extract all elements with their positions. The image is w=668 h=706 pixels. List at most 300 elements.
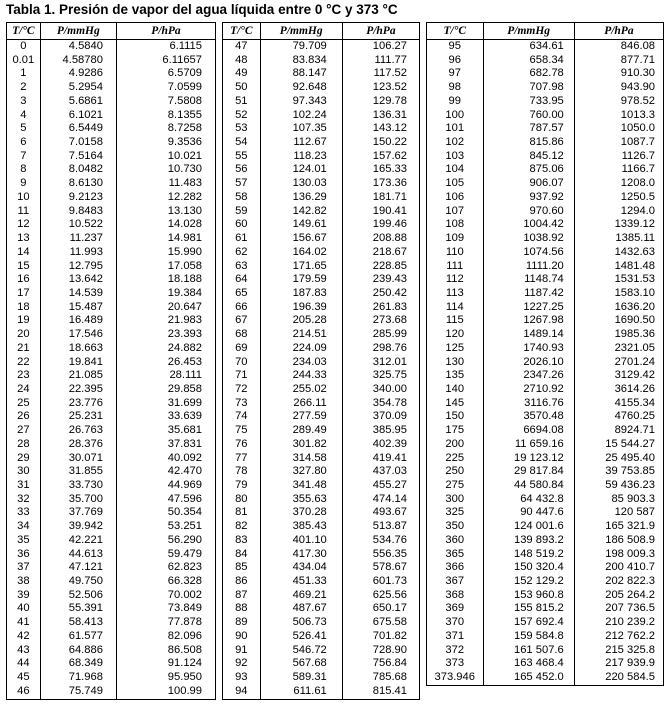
cell-pressure-hpa: 3129.42	[614, 369, 656, 382]
cell-temperature: 4	[20, 108, 27, 121]
cell-temperature: 55	[235, 149, 248, 162]
cell-temperature: 80	[235, 492, 248, 505]
cell-temperature: 225	[445, 451, 465, 464]
cell-pressure-hpa: 50.354	[167, 506, 202, 519]
cell-temperature: 114	[445, 300, 464, 313]
cell-temperature: 20	[17, 328, 30, 341]
cell-pressure-mmhg: 611.61	[293, 684, 327, 697]
cell-pressure-hpa: 215 325.8	[605, 643, 656, 656]
cell-pressure-mmhg: 71.968	[68, 671, 103, 684]
cell-pressure-mmhg: 733.95	[529, 94, 564, 107]
cell-pressure-hpa: 70.002	[167, 588, 202, 601]
table-header-row	[427, 23, 663, 40]
cell-pressure-mmhg: 17.546	[68, 328, 103, 341]
column-header-temperature: T/°C	[12, 25, 35, 37]
cell-pressure-hpa: 2701.24	[614, 355, 656, 368]
cell-temperature: 85	[235, 561, 248, 574]
cell-pressure-mmhg: 6.5449	[68, 122, 103, 135]
column-pressure-hpa	[574, 40, 663, 685]
cell-pressure-hpa: 220 584.5	[605, 671, 656, 684]
cell-pressure-mmhg: 29 817.84	[513, 465, 564, 478]
cell-temperature: 30	[17, 465, 30, 478]
cell-temperature: 3	[20, 94, 27, 107]
cell-pressure-mmhg: 19.841	[68, 355, 103, 368]
cell-temperature: 40	[17, 602, 30, 615]
cell-pressure-mmhg: 47.121	[68, 561, 103, 574]
cell-pressure-mmhg: 107.35	[292, 122, 327, 135]
cell-pressure-mmhg: 161 507.6	[513, 643, 564, 656]
cell-temperature: 66	[235, 300, 248, 313]
cell-temperature: 16	[17, 273, 30, 286]
cell-pressure-mmhg: 6694.08	[523, 424, 564, 437]
cell-temperature: 65	[235, 286, 248, 299]
cell-temperature: 49	[235, 67, 248, 80]
column-header-pressure-mmhg: P/mmHg	[260, 23, 342, 39]
cell-pressure-mmhg: 5.2954	[68, 81, 103, 94]
cell-pressure-hpa: 198 009.3	[605, 547, 656, 560]
cell-pressure-hpa: 601.73	[372, 575, 407, 588]
cell-temperature: 53	[235, 122, 248, 135]
cell-pressure-hpa: 123.52	[372, 81, 407, 94]
cell-pressure-hpa: 157.62	[372, 149, 407, 162]
cell-pressure-hpa: 20.647	[167, 300, 202, 313]
cell-pressure-hpa: 4155.34	[614, 396, 656, 409]
cell-pressure-hpa: 1050.0	[620, 122, 656, 135]
cell-temperature: 106	[445, 190, 465, 203]
cell-temperature: 0.01	[12, 53, 35, 66]
cell-temperature: 11	[17, 204, 30, 217]
cell-pressure-mmhg: 11.993	[69, 245, 103, 258]
cell-pressure-mmhg: 163 468.4	[513, 657, 564, 670]
cell-pressure-mmhg: 289.49	[292, 424, 327, 437]
cell-pressure-hpa: 14.981	[167, 232, 202, 245]
cell-pressure-hpa: 15.990	[167, 245, 202, 258]
cell-pressure-hpa: 14.028	[167, 218, 202, 231]
cell-pressure-mmhg: 434.04	[292, 561, 327, 574]
cell-temperature: 39	[17, 588, 30, 601]
cell-temperature: 47	[235, 40, 248, 52]
column-header-pressure-hpa: P/hPa	[574, 23, 663, 39]
cell-pressure-hpa: 19.384	[167, 286, 202, 299]
cell-temperature: 365	[445, 547, 465, 560]
column-header-pressure-mmhg: P/mmHg	[483, 23, 574, 39]
cell-temperature: 37	[17, 561, 30, 574]
cell-pressure-hpa: 943.90	[620, 81, 656, 94]
cell-pressure-mmhg: 83.834	[292, 53, 327, 66]
cell-temperature: 1	[20, 67, 27, 80]
cell-pressure-hpa: 273.68	[372, 314, 407, 327]
cell-pressure-mmhg: 21.085	[68, 369, 103, 382]
cell-temperature: 77	[235, 451, 248, 464]
cell-pressure-mmhg: 10.522	[68, 218, 103, 231]
cell-pressure-mmhg: 12.795	[68, 259, 103, 272]
cell-temperature: 97	[448, 67, 461, 80]
cell-temperature: 87	[235, 588, 248, 601]
cell-pressure-hpa: 385.95	[372, 424, 407, 437]
cell-temperature: 57	[235, 177, 248, 190]
cell-temperature: 115	[445, 314, 464, 327]
cell-pressure-mmhg: 1111.20	[525, 259, 564, 272]
cell-pressure-hpa: 165 321.9	[605, 520, 656, 533]
cell-pressure-hpa: 218.67	[372, 245, 407, 258]
cell-pressure-hpa: 120 587	[614, 506, 656, 519]
cell-pressure-hpa: 73.849	[167, 602, 202, 615]
cell-temperature: 140	[445, 382, 465, 395]
cell-pressure-mmhg: 634.61	[529, 40, 564, 52]
cell-temperature: 6	[20, 136, 27, 149]
cell-temperature: 54	[235, 136, 248, 149]
cell-pressure-mmhg: 88.147	[292, 67, 327, 80]
cell-pressure-hpa: 6.1115	[169, 40, 202, 52]
cell-temperature: 370	[445, 616, 465, 629]
cell-pressure-hpa: 2321.05	[614, 341, 656, 354]
cell-temperature: 14	[17, 245, 30, 258]
cell-pressure-hpa: 56.290	[167, 533, 202, 546]
cell-pressure-hpa: 578.67	[372, 561, 407, 574]
cell-temperature: 175	[445, 424, 465, 437]
column-temperature	[7, 40, 40, 699]
cell-pressure-mmhg: 79.709	[292, 40, 327, 52]
cell-temperature: 81	[235, 506, 248, 519]
cell-temperature: 150	[445, 410, 465, 423]
cell-pressure-mmhg: 451.33	[292, 575, 327, 588]
cell-pressure-hpa: 37.831	[167, 437, 202, 450]
cell-temperature: 28	[17, 437, 30, 450]
cell-temperature: 27	[17, 424, 30, 437]
cell-temperature: 125	[445, 341, 465, 354]
cell-temperature: 91	[235, 643, 248, 656]
cell-pressure-hpa: 9.3536	[167, 136, 202, 149]
cell-pressure-hpa: 1531.53	[614, 273, 656, 286]
cell-pressure-mmhg: 159 584.8	[513, 629, 564, 642]
cell-pressure-mmhg: 906.07	[529, 177, 564, 190]
cell-pressure-mmhg: 139 893.2	[513, 533, 564, 546]
cell-temperature: 74	[235, 410, 248, 423]
cell-pressure-mmhg: 341.48	[292, 479, 327, 491]
cell-pressure-mmhg: 13.642	[68, 273, 103, 286]
cell-temperature: 373.946	[434, 671, 475, 684]
cell-pressure-hpa: 25 495.40	[605, 451, 656, 464]
cell-pressure-mmhg: 401.10	[292, 533, 327, 546]
cell-temperature: 69	[235, 341, 248, 354]
cell-temperature: 35	[17, 533, 30, 546]
cell-temperature: 110	[445, 245, 464, 258]
cell-pressure-hpa: 62.823	[167, 561, 202, 574]
cell-temperature: 56	[235, 163, 248, 176]
cell-pressure-mmhg: 64 432.8	[520, 492, 564, 505]
cell-pressure-hpa: 1985.36	[614, 328, 656, 341]
cell-temperature: 145	[445, 396, 465, 409]
cell-temperature: 32	[17, 492, 30, 505]
cell-temperature: 8	[20, 163, 27, 176]
cell-pressure-mmhg: 385.43	[292, 520, 327, 533]
cell-pressure-mmhg: 355.63	[292, 492, 327, 505]
cell-pressure-mmhg: 1227.25	[523, 300, 564, 313]
cell-temperature: 34	[17, 520, 30, 533]
cell-pressure-mmhg: 179.59	[292, 273, 327, 286]
cell-pressure-mmhg: 152 129.2	[513, 575, 564, 588]
cell-pressure-hpa: 85 903.3	[611, 492, 656, 505]
cell-pressure-mmhg: 102.24	[292, 108, 327, 121]
cell-pressure-mmhg: 1740.93	[523, 341, 564, 354]
cell-pressure-mmhg: 64.886	[68, 643, 103, 656]
cell-temperature: 366	[445, 561, 465, 574]
column-temperature	[427, 40, 483, 685]
cell-pressure-mmhg: 8.6130	[68, 177, 103, 190]
cell-temperature: 86	[235, 575, 248, 588]
cell-pressure-mmhg: 4.5840	[68, 40, 103, 52]
cell-pressure-hpa: 556.35	[372, 547, 407, 560]
cell-pressure-mmhg: 234.03	[292, 355, 327, 368]
cell-pressure-mmhg: 205.28	[292, 314, 327, 327]
cell-pressure-hpa: 33.639	[167, 410, 202, 423]
cell-temperature: 100	[445, 108, 465, 121]
cell-pressure-mmhg: 44.613	[68, 547, 103, 560]
cell-pressure-mmhg: 44 580.84	[513, 479, 564, 491]
cell-pressure-hpa: 28.111	[169, 369, 202, 382]
cell-temperature: 111	[446, 259, 464, 272]
cell-temperature: 101	[445, 122, 465, 135]
cell-pressure-mmhg: 546.72	[292, 643, 327, 656]
cell-pressure-mmhg: 187.83	[292, 286, 327, 299]
cell-pressure-mmhg: 25.231	[68, 410, 103, 423]
cell-pressure-hpa: 208.88	[372, 232, 407, 245]
cell-temperature: 102	[445, 136, 465, 149]
cell-pressure-hpa: 212 762.2	[605, 629, 656, 642]
cell-pressure-mmhg: 6.1021	[68, 108, 103, 121]
cell-temperature: 78	[235, 465, 248, 478]
cell-pressure-mmhg: 55.391	[68, 602, 103, 615]
cell-temperature: 26	[17, 410, 30, 423]
cell-pressure-mmhg: 8.0482	[68, 163, 103, 176]
cell-pressure-hpa: 95.950	[167, 671, 202, 684]
cell-pressure-mmhg: 658.34	[529, 53, 564, 66]
cell-pressure-hpa: 1432.63	[614, 245, 656, 258]
cell-pressure-mmhg: 164.02	[292, 245, 327, 258]
cell-pressure-mmhg: 1038.92	[523, 232, 564, 245]
cell-temperature: 38	[17, 575, 30, 588]
cell-temperature: 369	[445, 602, 465, 615]
cell-temperature: 300	[445, 492, 465, 505]
cell-temperature: 83	[235, 533, 248, 546]
cell-pressure-mmhg: 224.09	[292, 341, 327, 354]
cell-pressure-hpa: 3614.26	[614, 382, 656, 395]
cell-pressure-hpa: 86.508	[167, 643, 202, 656]
cell-pressure-mmhg: 526.41	[292, 629, 327, 642]
table-title: Tabla 1. Presión de vapor del agua líquida entre 0 °C y 373 °C	[6, 2, 398, 17]
cell-pressure-mmhg: 937.92	[529, 190, 564, 203]
cell-pressure-mmhg: 52.506	[68, 588, 103, 601]
cell-pressure-hpa: 228.85	[372, 259, 407, 272]
cell-pressure-mmhg: 255.02	[292, 382, 327, 395]
cell-pressure-hpa: 40.092	[167, 451, 202, 464]
cell-pressure-hpa: 298.76	[372, 341, 407, 354]
cell-pressure-mmhg: 150 320.4	[513, 561, 564, 574]
cell-pressure-hpa: 728.90	[372, 643, 407, 656]
cell-pressure-mmhg: 1187.42	[524, 286, 564, 299]
cell-pressure-hpa: 1166.7	[621, 163, 656, 176]
column-header-pressure-hpa: P/hPa	[116, 23, 215, 39]
cell-pressure-mmhg: 156.67	[292, 232, 327, 245]
cell-temperature: 46	[17, 684, 30, 697]
cell-pressure-mmhg: 61.577	[68, 629, 103, 642]
cell-pressure-mmhg: 37.769	[68, 506, 103, 519]
cell-temperature: 107	[445, 204, 465, 217]
cell-pressure-hpa: 59.479	[167, 547, 202, 560]
cell-pressure-mmhg: 4.9286	[68, 67, 103, 80]
cell-pressure-hpa: 15 544.27	[605, 437, 656, 450]
cell-pressure-hpa: 455.27	[372, 479, 407, 491]
cell-temperature: 76	[235, 437, 248, 450]
cell-temperature: 62	[235, 245, 248, 258]
cell-pressure-hpa: 10.021	[167, 149, 202, 162]
cell-pressure-hpa: 59 436.23	[605, 479, 656, 491]
cell-temperature: 9	[20, 177, 27, 190]
cell-pressure-mmhg: 90 447.6	[520, 506, 564, 519]
cell-temperature: 200	[445, 437, 465, 450]
cell-temperature: 135	[445, 369, 465, 382]
cell-pressure-mmhg: 707.98	[529, 81, 564, 94]
cell-pressure-mmhg: 23.776	[68, 396, 103, 409]
cell-pressure-mmhg: 42.221	[68, 533, 103, 546]
cell-temperature: 113	[445, 286, 464, 299]
cell-pressure-mmhg: 1267.98	[523, 314, 564, 327]
cell-pressure-mmhg: 214.51	[292, 328, 327, 341]
cell-pressure-hpa: 26.453	[167, 355, 202, 368]
cell-temperature: 360	[445, 533, 465, 546]
column-header-pressure-hpa: P/hPa	[342, 23, 419, 39]
cell-temperature: 25	[17, 396, 30, 409]
cell-pressure-mmhg: 118.23	[293, 149, 327, 162]
cell-pressure-hpa: 21.983	[167, 314, 202, 327]
cell-temperature: 105	[445, 177, 465, 190]
vapor-pressure-table-2	[222, 22, 420, 700]
cell-temperature: 58	[235, 190, 248, 203]
cell-temperature: 15	[17, 259, 30, 272]
cell-temperature: 12	[17, 218, 30, 231]
cell-temperature: 99	[448, 94, 461, 107]
cell-pressure-hpa: 8.1355	[167, 108, 202, 121]
cell-pressure-mmhg: 153 960.8	[513, 588, 564, 601]
cell-temperature: 48	[235, 53, 248, 66]
cell-temperature: 19	[17, 314, 30, 327]
cell-temperature: 96	[448, 53, 461, 66]
cell-pressure-mmhg: 11 659.16	[514, 437, 564, 450]
column-pressure-mmhg	[260, 40, 342, 699]
cell-pressure-mmhg: 760.00	[529, 108, 564, 121]
cell-pressure-mmhg: 5.6861	[68, 94, 103, 107]
cell-pressure-hpa: 10.730	[167, 163, 202, 176]
cell-pressure-hpa: 7.5808	[167, 94, 202, 107]
cell-pressure-mmhg: 35.700	[68, 492, 103, 505]
cell-pressure-hpa: 42.470	[167, 465, 202, 478]
cell-pressure-hpa: 11.483	[168, 177, 202, 190]
cell-temperature: 21	[17, 341, 30, 354]
table-header-row	[223, 23, 419, 40]
cell-pressure-mmhg: 136.29	[292, 190, 327, 203]
cell-pressure-hpa: 205 264.2	[605, 588, 656, 601]
cell-pressure-hpa: 207 736.5	[605, 602, 656, 615]
cell-pressure-hpa: 1339.12	[614, 218, 656, 231]
vapor-pressure-table-3	[426, 22, 664, 686]
cell-pressure-hpa: 437.03	[372, 465, 407, 478]
cell-pressure-mmhg: 1489.14	[523, 328, 564, 341]
cell-pressure-hpa: 1690.50	[614, 314, 656, 327]
cell-temperature: 95	[448, 40, 461, 52]
cell-pressure-hpa: 910.30	[620, 67, 656, 80]
cell-pressure-mmhg: 1004.42	[523, 218, 564, 231]
cell-temperature: 75	[235, 424, 248, 437]
cell-pressure-mmhg: 589.31	[292, 671, 327, 684]
cell-pressure-mmhg: 682.78	[529, 67, 564, 80]
cell-temperature: 13	[17, 232, 30, 245]
cell-pressure-mmhg: 787.57	[529, 122, 564, 135]
cell-pressure-mmhg: 68.349	[68, 657, 103, 670]
cell-pressure-hpa: 210 239.2	[605, 616, 656, 629]
cell-pressure-hpa: 77.878	[167, 616, 202, 629]
cell-temperature: 104	[445, 163, 465, 176]
cell-temperature: 45	[17, 671, 30, 684]
cell-temperature: 373	[445, 657, 465, 670]
cell-pressure-hpa: 217 939.9	[605, 657, 656, 670]
cell-pressure-mmhg: 28.376	[68, 437, 103, 450]
cell-temperature: 94	[235, 684, 248, 697]
cell-temperature: 89	[235, 616, 248, 629]
cell-pressure-mmhg: 9.8483	[68, 204, 103, 217]
cell-temperature: 60	[235, 218, 248, 231]
cell-pressure-mmhg: 49.750	[68, 575, 103, 588]
cell-pressure-hpa: 1208.0	[620, 177, 656, 190]
cell-temperature: 368	[445, 588, 465, 601]
cell-temperature: 371	[445, 629, 465, 642]
cell-pressure-hpa: 650.17	[372, 602, 407, 615]
cell-pressure-hpa: 370.09	[372, 410, 407, 423]
cell-pressure-hpa: 111.77	[374, 53, 407, 66]
cell-temperature: 90	[235, 629, 248, 642]
column-header-pressure-mmhg: P/mmHg	[40, 23, 116, 39]
cell-temperature: 23	[17, 369, 30, 382]
cell-temperature: 325	[445, 506, 465, 519]
cell-temperature: 98	[448, 81, 461, 94]
cell-temperature: 36	[17, 547, 30, 560]
cell-pressure-hpa: 66.328	[167, 575, 202, 588]
cell-pressure-hpa: 150.22	[372, 136, 407, 149]
cell-pressure-hpa: 6.11657	[162, 53, 202, 66]
cell-temperature: 72	[235, 382, 248, 395]
cell-pressure-hpa: 625.56	[372, 588, 407, 601]
cell-pressure-mmhg: 487.67	[292, 602, 327, 615]
cell-pressure-hpa: 534.76	[372, 533, 407, 546]
cell-pressure-hpa: 261.83	[372, 300, 407, 313]
cell-pressure-mmhg: 845.12	[529, 149, 564, 162]
cell-temperature: 24	[17, 382, 30, 395]
cell-pressure-hpa: 354.78	[372, 396, 407, 409]
cell-temperature: 18	[17, 300, 30, 313]
cell-pressure-mmhg: 506.73	[292, 616, 327, 629]
cell-pressure-hpa: 100.99	[167, 684, 202, 697]
cell-pressure-hpa: 39 753.85	[605, 465, 656, 478]
cell-pressure-mmhg: 875.06	[529, 163, 564, 176]
cell-temperature: 50	[235, 81, 248, 94]
cell-temperature: 31	[17, 479, 30, 491]
cell-temperature: 51	[235, 94, 248, 107]
cell-temperature: 67	[235, 314, 248, 327]
cell-pressure-mmhg: 277.59	[292, 410, 327, 423]
cell-pressure-hpa: 325.75	[372, 369, 407, 382]
cell-pressure-hpa: 117.52	[373, 67, 407, 80]
cell-temperature: 59	[235, 204, 248, 217]
cell-temperature: 44	[17, 657, 30, 670]
